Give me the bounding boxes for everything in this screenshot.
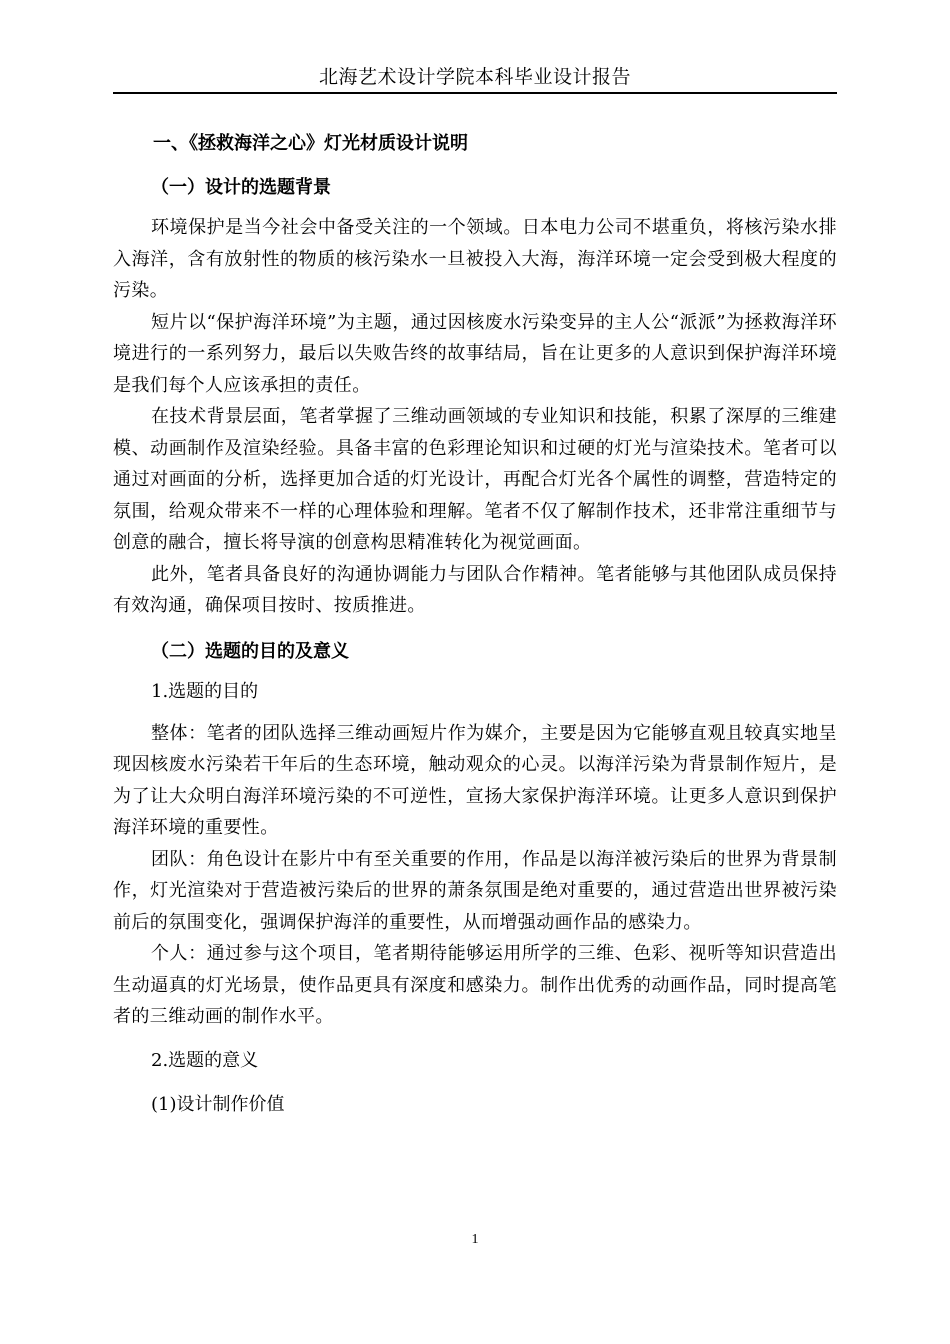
purpose-heading: 1.选题的目的 bbox=[151, 680, 259, 702]
header-rule bbox=[113, 92, 837, 94]
paragraph: 个人：通过参与这个项目，笔者期待能够运用所学的三维、色彩、视听等知识营造出生动逼真的灯光场景，使作品更具有深度和感染力。制作出优秀的动画作品，同时提高笔者的三维动画的制作水平。 bbox=[113, 943, 837, 1027]
subsection-title-purpose: （二）选题的目的及意义 bbox=[151, 640, 349, 662]
meaning-heading: 2.选题的意义 bbox=[151, 1049, 259, 1071]
section-title: 一、《拯救海洋之心》灯光材质设计说明 bbox=[153, 133, 468, 154]
page-header: 北海艺术设计学院本科毕业设计报告 bbox=[318, 66, 631, 88]
paragraph: 整体：笔者的团队选择三维动画短片作为媒介，主要是因为它能够直观且较真实地呈现因核废水污染若干年后的生态环境，触动观众的心灵。以海洋污染为背景制作短片，是为了让大众明白海洋环境污染的不可逆性，宣扬大家保护海洋环境。让更多人意识到保护海洋环境的重要性。 bbox=[113, 722, 837, 838]
paragraph: 此外，笔者具备良好的沟通协调能力与团队合作精神。笔者能够与其他团队成员保持有效沟通，确保项目按时、按质推进。 bbox=[113, 563, 837, 616]
paragraph: 团队：角色设计在影片中有至关重要的作用，作品是以海洋被污染后的世界为背景制作，灯光渲染对于营造被污染后的世界的萧条氛围是绝对重要的，通过营造出世界被污染前后的氛围变化，强调保护海洋的重要性，从而增强动画作品的感染力。 bbox=[113, 848, 837, 933]
value-heading: (1)设计制作价值 bbox=[151, 1093, 285, 1115]
page-body bbox=[113, 128, 837, 1131]
paragraph: 环境保护是当今社会中备受关注的一个领域。日本电力公司不堪重负，将核污染水排入海洋，含有放射性的物质的核污染水一旦被投入大海，海洋环境一定会受到极大程度的污染。 bbox=[113, 217, 837, 301]
paragraph: 在技术背景层面，笔者掌握了三维动画领域的专业知识和技能，积累了深厚的三维建模、动画制作及渲染经验。具备丰富的色彩理论知识和过硬的灯光与渲染技术。笔者可以通过对画面的分析，选择更加合适的灯光设计，再配合灯光各个属性的调整，营造特定的氛围，给观众带来不一样的心理体验和理解。笔者不仅了解制作技术，还非常注重细节与创意的融合，擅长将导演的创意构思精准转化为视觉画面。 bbox=[113, 406, 837, 553]
paragraph: 短片以“保护海洋环境”为主题，通过因核废水污染变异的主人公“派派”为拯救海洋环境进行的一系列努力，最后以失败告终的故事结局，旨在让更多的人意识到保护海洋环境是我们每个人应该承担的责任。 bbox=[113, 311, 837, 396]
page-number: 1 bbox=[471, 1232, 479, 1247]
subsection-title-background: （一）设计的选题背景 bbox=[151, 177, 331, 198]
